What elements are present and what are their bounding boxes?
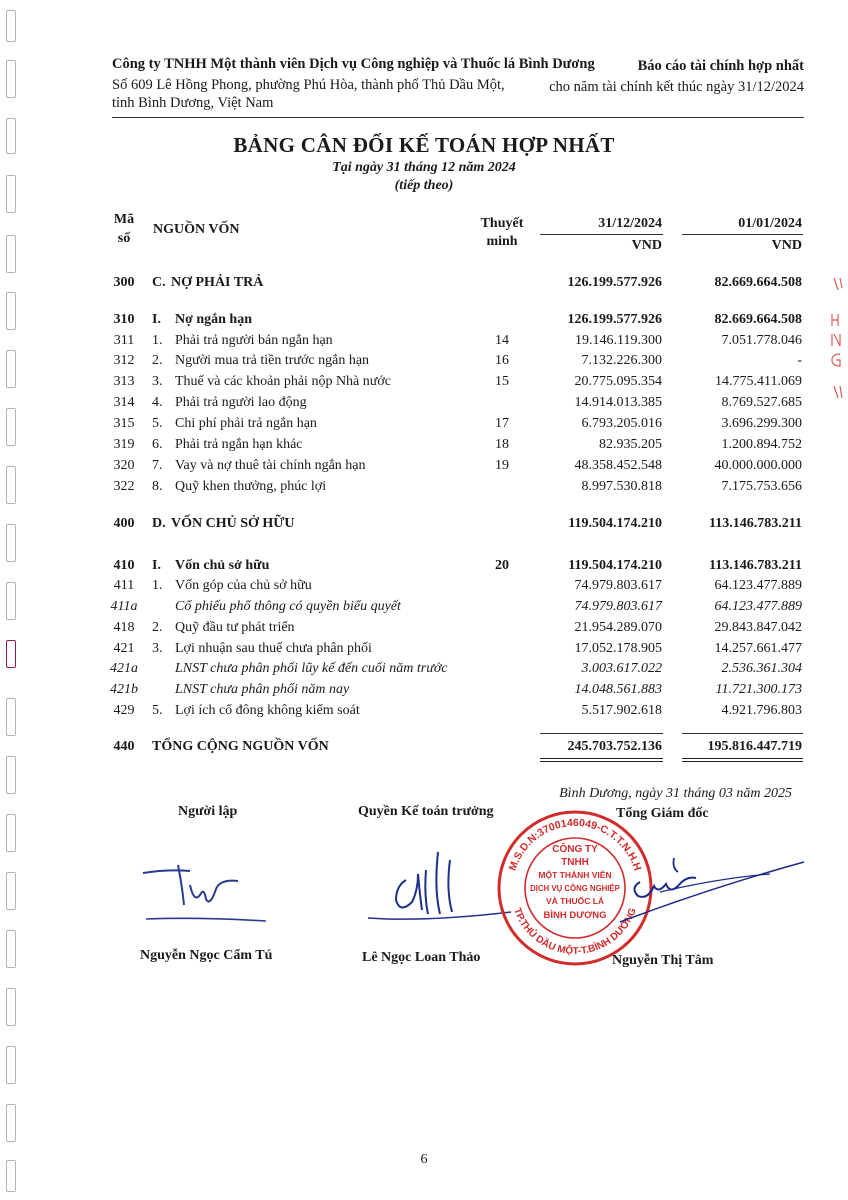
row-label: Cổ phiếu phổ thông có quyền biểu quyết	[175, 599, 401, 614]
col-current-underline	[540, 234, 663, 235]
row-current: 7.132.226.300	[581, 353, 662, 368]
row-note: 17	[495, 416, 509, 431]
row-prior: 64.123.477.889	[714, 578, 802, 593]
row-label: Chi phí phải trả ngắn hạn	[175, 416, 317, 431]
sign-place-date: Bình Dương, ngày 31 tháng 03 năm 2025	[559, 786, 792, 801]
accountant-role: Quyền Kế toán trưởng	[358, 804, 494, 819]
binder-hole	[6, 235, 16, 273]
row-label: NỢ PHẢI TRẢ	[171, 275, 264, 290]
row-number: 3.	[152, 641, 163, 656]
row-prior: 8.769.527.685	[721, 395, 802, 410]
row-prior: 40.000.000.000	[714, 458, 802, 473]
row-code: 421a	[110, 661, 138, 676]
col-prior-unit: VND	[771, 238, 802, 253]
row-prior: 2.536.361.304	[721, 661, 802, 676]
row-label: Vay và nợ thuê tài chính ngắn hạn	[175, 458, 366, 473]
row-label: Quỹ khen thưởng, phúc lợi	[175, 479, 327, 494]
binder-hole	[6, 60, 16, 98]
table-row	[0, 618, 848, 638]
binder-hole	[6, 1046, 16, 1084]
row-current: 17.052.178.905	[574, 641, 662, 656]
accountant-signature	[366, 840, 516, 940]
row-code: 319	[113, 437, 135, 452]
row-prior: 7.051.778.046	[721, 333, 802, 348]
row-number: 2.	[152, 620, 163, 635]
table-row	[0, 435, 848, 455]
row-current: 6.793.205.016	[581, 416, 662, 431]
row-prior: 195.816.447.719	[707, 739, 802, 754]
row-code: 315	[113, 416, 135, 431]
table-row-total	[0, 737, 848, 757]
col-note-line1: Thuyết	[480, 216, 524, 231]
row-code: 313	[113, 374, 135, 389]
row-current: 20.775.095.354	[574, 374, 662, 389]
edge-stamp-fragment	[826, 270, 848, 410]
row-label: VỐN CHỦ SỞ HỮU	[171, 516, 295, 531]
row-prior: 3.696.299.300	[721, 416, 802, 431]
row-note: 19	[495, 458, 509, 473]
director-name: Nguyễn Thị Tâm	[612, 953, 714, 968]
report-date: Tại ngày 31 tháng 12 năm 2024	[332, 160, 516, 175]
row-prior: 82.669.664.508	[714, 312, 802, 327]
row-number: D.	[152, 516, 166, 531]
total-double-rule-prior	[682, 758, 803, 762]
document-title: BẢNG CÂN ĐỐI KẾ TOÁN HỢP NHẤT	[233, 133, 615, 157]
row-label: Vốn chủ sở hữu	[175, 558, 270, 573]
binder-hole	[6, 1104, 16, 1142]
row-prior: 1.200.894.752	[721, 437, 802, 452]
row-prior: 7.175.753.656	[721, 479, 802, 494]
binder-hole	[6, 872, 16, 910]
row-number: 2.	[152, 353, 163, 368]
company-address-line1: Số 609 Lê Hồng Phong, phường Phú Hòa, thành phố Thủ Dầu Một,	[112, 77, 505, 93]
col-code-line2: số	[117, 231, 131, 246]
row-prior: 11.721.300.173	[715, 682, 802, 697]
row-code: 300	[113, 275, 135, 290]
binder-hole	[6, 756, 16, 794]
table-row	[0, 597, 848, 617]
binder-hole	[6, 814, 16, 852]
row-current: 3.003.617.022	[581, 661, 662, 676]
row-code: 314	[113, 395, 135, 410]
report-period: cho năm tài chính kết thúc ngày 31/12/2024	[549, 79, 804, 95]
table-row	[0, 680, 848, 700]
row-current: 82.935.205	[599, 437, 662, 452]
table-row	[0, 273, 848, 293]
total-double-rule-current	[540, 758, 663, 762]
report-type: Báo cáo tài chính hợp nhất	[637, 58, 804, 74]
row-label: TỔNG CỘNG NGUỒN VỐN	[152, 739, 329, 754]
stamp-line1: CÔNG TY	[552, 844, 598, 855]
preparer-role: Người lập	[178, 804, 238, 819]
row-label: Phải trả người lao động	[175, 395, 307, 410]
row-current: 14.914.013.385	[574, 395, 662, 410]
stamp-line2: TNHH	[561, 857, 589, 868]
header-rule	[112, 117, 804, 118]
row-label: Quỹ đầu tư phát triển	[175, 620, 295, 635]
row-prior: 113.146.783.211	[709, 558, 802, 573]
col-item: NGUỒN VỐN	[153, 222, 240, 237]
col-prior-date: 01/01/2024	[738, 216, 802, 231]
row-current: 8.997.530.818	[581, 479, 662, 494]
row-label: Lợi ích cổ đông không kiểm soát	[175, 703, 360, 718]
row-number: 5.	[152, 703, 163, 718]
table-row	[0, 331, 848, 351]
row-current: 126.199.577.926	[567, 312, 662, 327]
col-note-line2: minh	[486, 234, 518, 249]
row-code: 440	[113, 739, 135, 754]
table-row	[0, 414, 848, 434]
row-current: 19.146.119.300	[575, 333, 662, 348]
row-label: Vốn góp của chủ sở hữu	[175, 578, 312, 593]
row-code: 421	[113, 641, 135, 656]
binder-hole	[6, 988, 16, 1026]
table-row	[0, 477, 848, 497]
binder-hole	[6, 10, 16, 42]
row-label: Lợi nhuận sau thuế chưa phân phối	[175, 641, 372, 656]
stamp-line6: BÌNH DƯƠNG	[543, 910, 607, 921]
row-current: 21.954.289.070	[574, 620, 662, 635]
row-number: I.	[152, 558, 161, 573]
row-number: 1.	[152, 578, 163, 593]
row-prior: 4.921.796.803	[721, 703, 802, 718]
row-code: 310	[113, 312, 135, 327]
row-current: 126.199.577.926	[567, 275, 662, 290]
continued-note: (tiếp theo)	[394, 178, 454, 193]
row-number: 3.	[152, 374, 163, 389]
col-prior-underline	[682, 234, 803, 235]
row-note: 15	[495, 374, 509, 389]
table-row	[0, 393, 848, 413]
row-number: 1.	[152, 333, 163, 348]
row-label: Người mua trả tiền trước ngắn hạn	[175, 353, 370, 368]
row-number: 8.	[152, 479, 163, 494]
table-row	[0, 659, 848, 679]
binder-hole	[6, 930, 16, 968]
col-current-date: 31/12/2024	[598, 216, 662, 231]
row-code: 421b	[110, 682, 138, 697]
table-row	[0, 351, 848, 371]
company-name: Công ty TNHH Một thành viên Dịch vụ Công nghiệp và Thuốc lá Bình Dương	[112, 56, 595, 72]
table-row	[0, 372, 848, 392]
row-note: 18	[495, 437, 509, 452]
table-row	[0, 556, 848, 576]
row-code: 311	[113, 333, 135, 348]
row-prior: -	[797, 353, 802, 368]
director-signature	[600, 848, 810, 928]
row-code: 418	[113, 620, 135, 635]
col-current-unit: VND	[631, 238, 662, 253]
row-number: I.	[152, 312, 161, 327]
row-prior: 113.146.783.211	[709, 516, 802, 531]
stamp-ring-bottom: TP.THỦ DẦU MỘT-T.BÌNH DƯƠNG	[511, 906, 639, 958]
row-code: 411	[113, 578, 135, 593]
row-prior: 14.775.411.069	[715, 374, 802, 389]
row-number: 7.	[152, 458, 163, 473]
table-row	[0, 456, 848, 476]
row-current: 245.703.752.136	[567, 739, 662, 754]
row-code: 320	[113, 458, 135, 473]
row-current: 14.048.561.883	[574, 682, 662, 697]
row-label: Phải trả ngắn hạn khác	[175, 437, 303, 452]
row-current: 48.358.452.548	[574, 458, 662, 473]
row-prior: 14.257.661.477	[714, 641, 802, 656]
row-number: 6.	[152, 437, 163, 452]
row-note: 16	[495, 353, 509, 368]
stamp-ring-top: M.S.D.N:3700146049-C.T.T.N.H.H	[506, 816, 644, 873]
total-rule-current	[540, 733, 663, 734]
row-current: 74.979.803.617	[574, 599, 662, 614]
table-row	[0, 310, 848, 330]
preparer-name: Nguyễn Ngọc Cẩm Tú	[140, 948, 273, 963]
row-current: 74.979.803.617	[574, 578, 662, 593]
table-row	[0, 514, 848, 534]
row-label: Thuế và các khoản phải nộp Nhà nước	[175, 374, 391, 389]
row-code: 411a	[110, 599, 138, 614]
company-address-line2: tỉnh Bình Dương, Việt Nam	[112, 95, 274, 111]
row-number: C.	[152, 275, 166, 290]
page-number: 6	[420, 1152, 428, 1167]
row-code: 410	[113, 558, 135, 573]
row-current: 5.517.902.618	[581, 703, 662, 718]
row-prior: 82.669.664.508	[714, 275, 802, 290]
row-code: 429	[113, 703, 135, 718]
total-rule-prior	[682, 733, 803, 734]
row-code: 400	[113, 516, 135, 531]
stamp-line4: DỊCH VỤ CÔNG NGHIỆP	[530, 884, 620, 893]
col-code-line1: Mã	[113, 212, 135, 227]
row-label: Phải trả người bán ngắn hạn	[175, 333, 333, 348]
row-label: Nợ ngắn hạn	[175, 312, 253, 327]
row-current: 119.504.174.210	[568, 558, 662, 573]
row-prior: 64.123.477.889	[714, 599, 802, 614]
row-code: 312	[113, 353, 135, 368]
row-prior: 29.843.847.042	[714, 620, 802, 635]
row-label: LNST chưa phân phối lũy kế đến cuối năm trước	[175, 661, 448, 676]
preparer-signature	[138, 855, 278, 935]
row-code: 322	[113, 479, 135, 494]
stamp-line5: VÀ THUỐC LÁ	[545, 896, 605, 906]
row-note: 14	[495, 333, 509, 348]
table-row	[0, 639, 848, 659]
table-row	[0, 701, 848, 721]
table-row	[0, 576, 848, 596]
stamp-line3: MỘT THÀNH VIÊN	[538, 870, 612, 880]
accountant-name: Lê Ngọc Loan Thảo	[362, 950, 481, 965]
row-number: 5.	[152, 416, 163, 431]
row-number: 4.	[152, 395, 163, 410]
director-role: Tổng Giám đốc	[616, 806, 709, 821]
row-current: 119.504.174.210	[568, 516, 662, 531]
row-note: 20	[495, 558, 509, 573]
row-label: LNST chưa phân phối năm nay	[175, 682, 350, 697]
